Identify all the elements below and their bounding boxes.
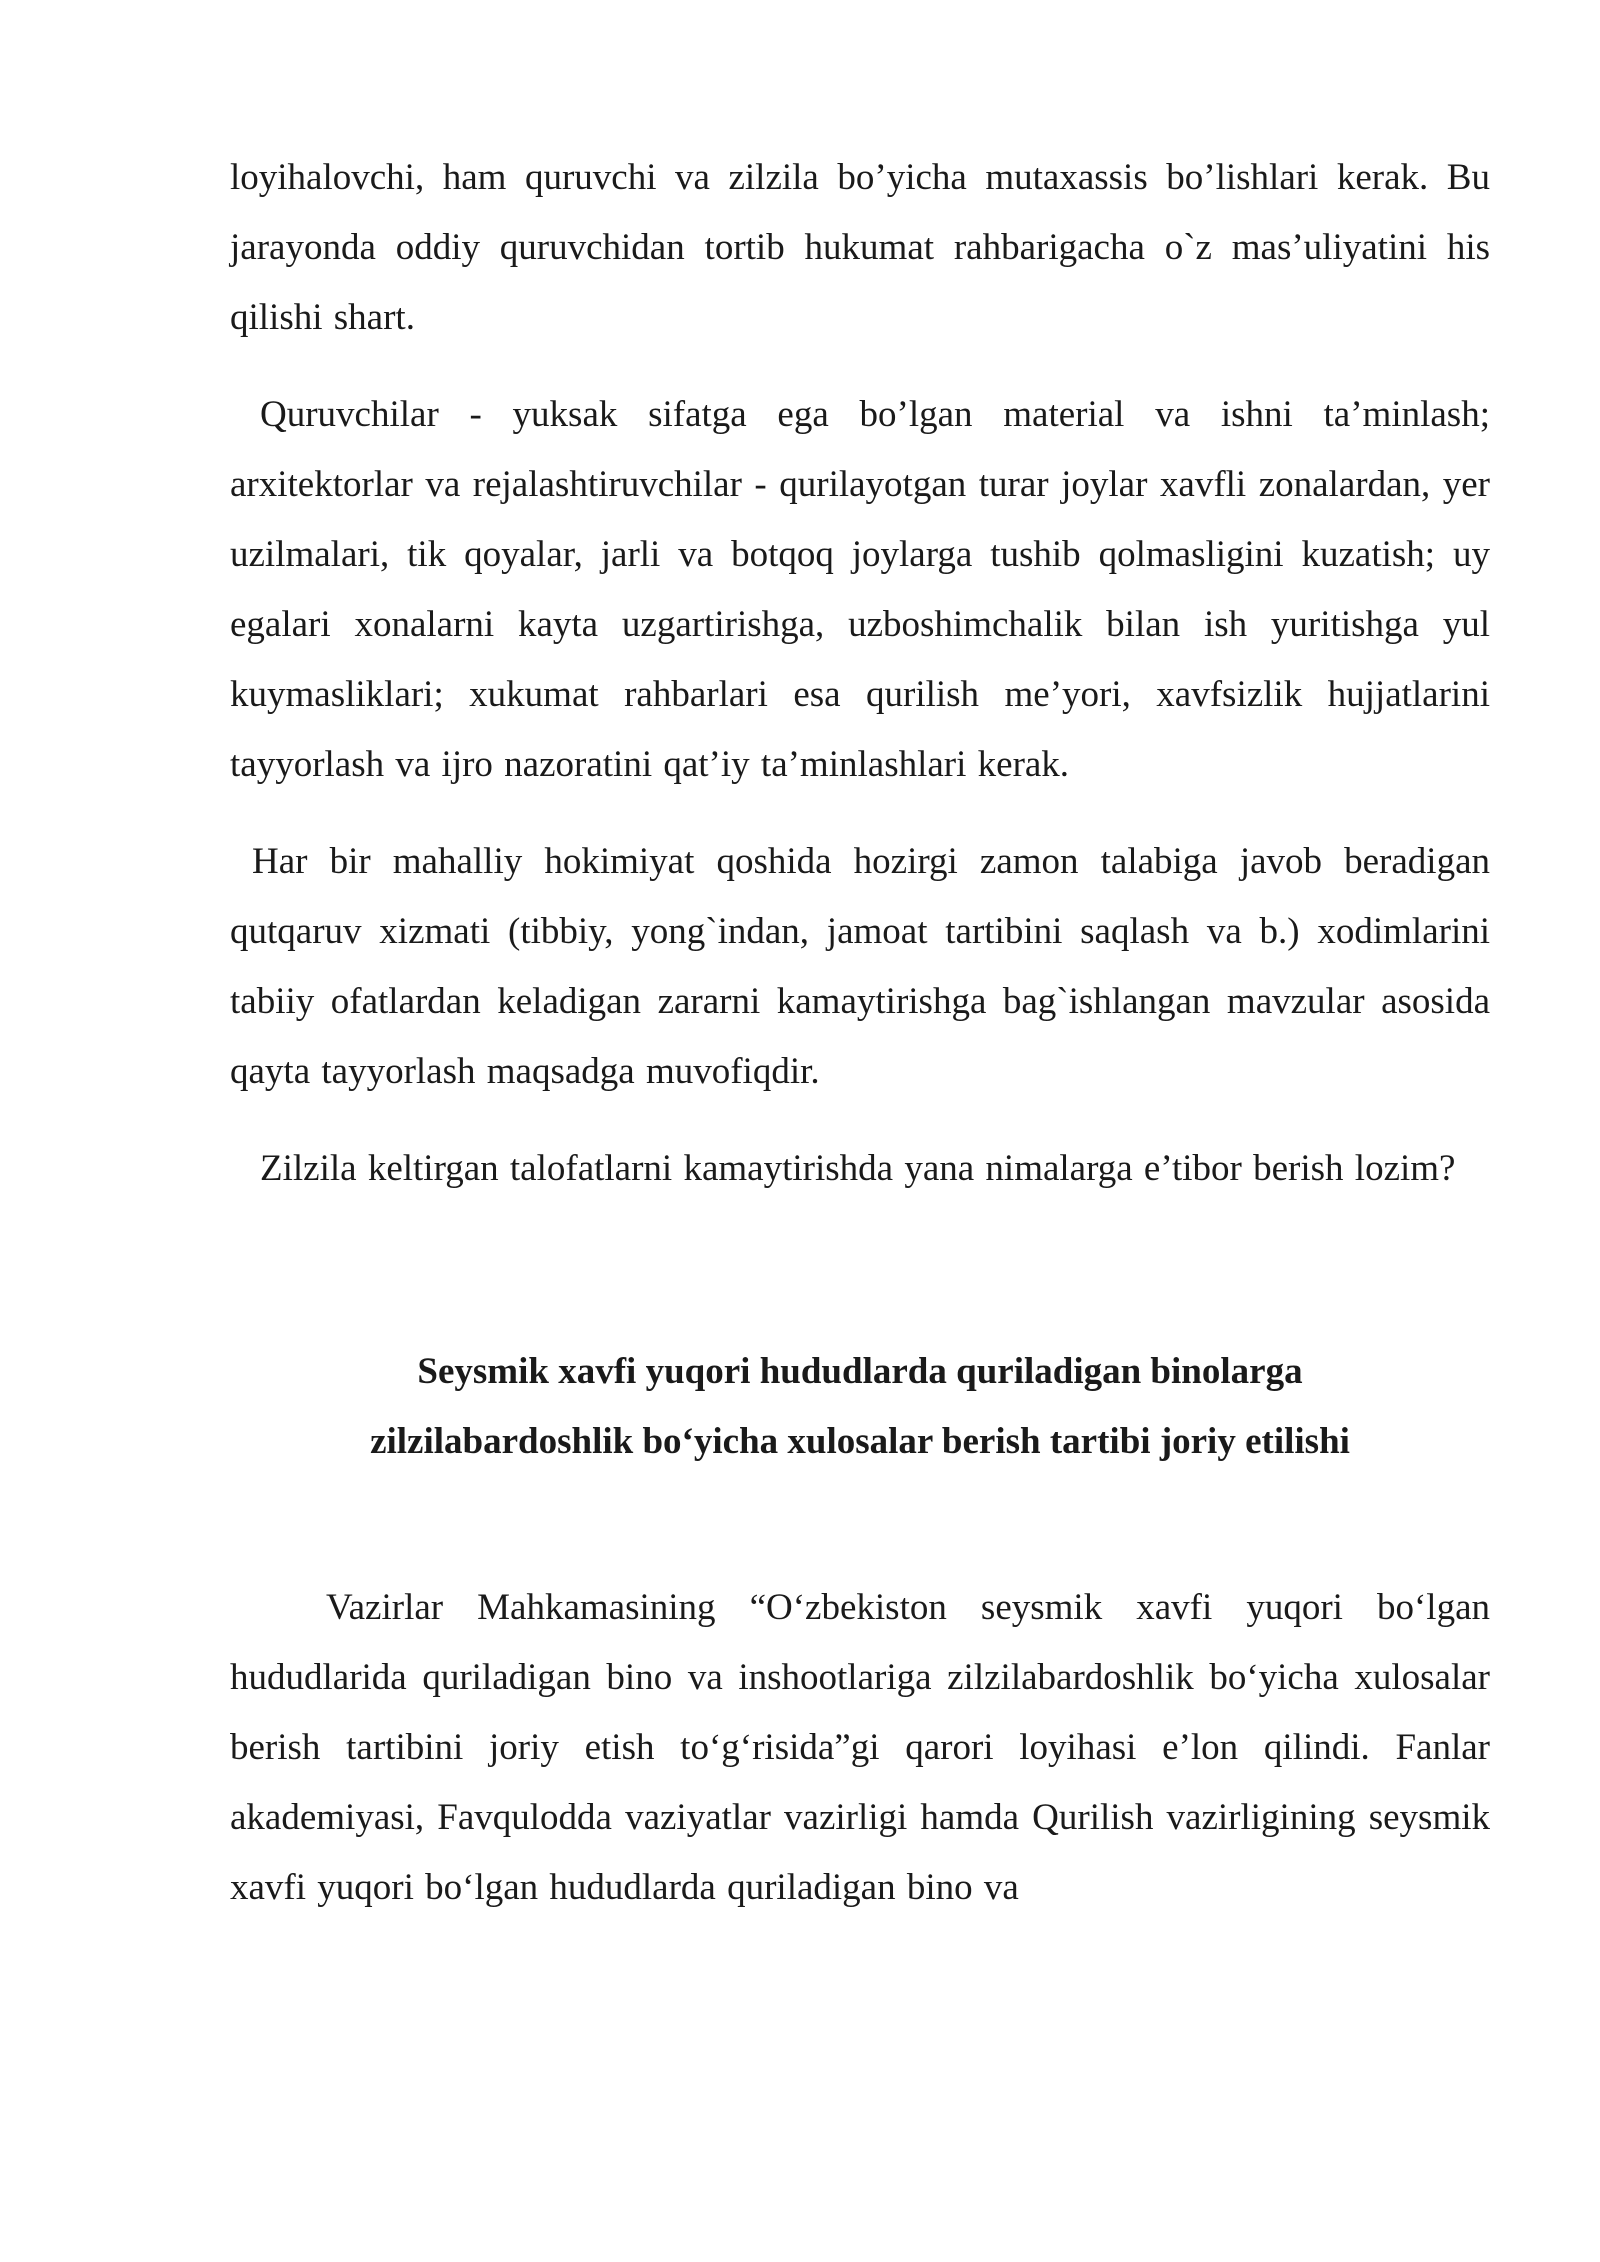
section-heading-line-1: Seysmik xavfi yuqori hududlarda quriladigan binolarga <box>417 1351 1303 1392</box>
paragraph-rescue-service: Har bir mahalliy hokimiyat qoshida hozirgi zamon talabiga javob beradigan qutqaruv xizmati (tibbiy, yong`indan, jamoat tartibini saqlash va b.) xodimlarini tabiiy ofatlardan keladigan zararni kamaytirishga bag`ishlangan mavzular asosida qayta tayyorlash maqsadga muvofiqdir. <box>230 841 1490 1092</box>
paragraph-responsibility: loyihalovchi, ham quruvchi va zilzila bo’yicha mutaxassis bo’lishlari kerak. Bu jarayonda oddiy quruvchidan tortib hukumat rahbarigacha o`z mas’uliyatini his qilishi shart. <box>230 157 1490 338</box>
document-body <box>230 143 1490 1923</box>
section-heading-line-2: zilzilabardoshlik bo‘yicha xulosalar berish tartibi joriy etilishi <box>370 1421 1350 1462</box>
section-heading <box>230 1337 1490 1477</box>
paragraph-cabinet-resolution: Vazirlar Mahkamasining “O‘zbekiston seysmik xavfi yuqori bo‘lgan hududlarida quriladigan bino va inshootlariga zilzilabardoshlik bo‘yicha xulosalar berish tartibini joriy etish to‘g‘risida”gi qarori loyihasi e’lon qilindi. Fanlar akademiyasi, Favqulodda vaziyatlar vazirligi hamda Qurilish vazirligining seysmik xavfi yuqori bo‘lgan hududlarda quriladigan bino va <box>230 1587 1490 1908</box>
paragraph-question: Zilzila keltirgan talofatlarni kamaytirishda yana nimalarga e’tibor berish lozim? <box>260 1148 1456 1189</box>
paragraph-roles: Quruvchilar - yuksak sifatga ega bo’lgan material va ishni ta’minlash; arxitektorlar va rejalashtiruvchilar - qurilayotgan turar joylar xavfli zonalardan, yer uzilmalari, tik qoyalar, jarli va botqoq joylarga tushib qolmasligini kuzatish; uy egalari xonalarni kayta uzgartirishga, uzboshimchalik bilan ish yuritishga yul kuymasliklari; xukumat rahbarlari esa qurilish me’yori, xavfsizlik hujjatlarini tayyorlash va ijro nazoratini qat’iy ta’minlashlari kerak. <box>230 394 1490 785</box>
